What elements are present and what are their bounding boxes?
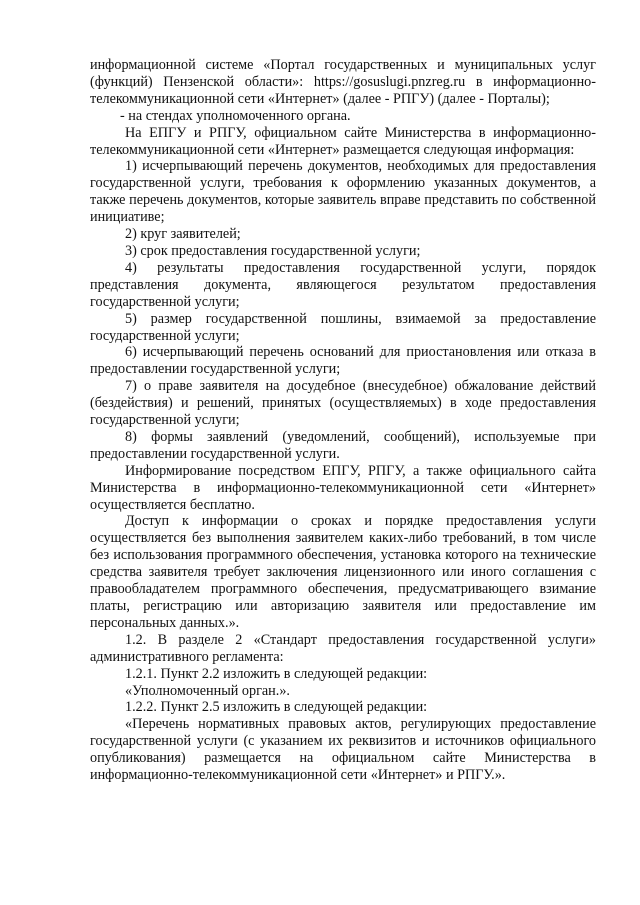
paragraph-free-informing: Информирование посредством ЕПГУ, РПГУ, а также официального сайта Министерства в информационно-телекоммуникационной сети «Интернет» осуществляется бесплатно. xyxy=(90,462,596,513)
paragraph-item-1-2-1: 1.2.1. Пункт 2.2 изложить в следующей редакции: xyxy=(125,665,428,682)
paragraph-info-intro: На ЕПГУ и РПГУ, официальном сайте Министерства в информационно-телекоммуникационной сети «Интернет» размещается следующая информация: xyxy=(90,124,596,158)
paragraph-legal-acts: «Перечень нормативных правовых актов, регулирующих предоставление государственной услуги (с указанием их реквизитов и источников официального опубликования) размещается на официальном сайте Министерства в информационно-телекоммуникационной сети «Интернет» и РПГУ.». xyxy=(90,716,596,784)
list-item-1: 1) исчерпывающий перечень документов, необходимых для предоставления государственной услуги, требования к оформлению указанных документов, а также перечень документов, которые заявитель вправе представить по собственной инициативе; xyxy=(90,158,596,226)
paragraph-portals-continuation: информационной системе «Портал государственных и муниципальных услуг (функций) Пензенской области»: https://gosuslugi.pnzreg.ru в информационно-телекоммуникационной сети «Интернет» (далее - РПГУ) (далее - Порталы); xyxy=(90,57,596,107)
paragraph-item-1-2-2: 1.2.2. Пункт 2.5 изложить в следующей редакции: xyxy=(125,699,428,716)
paragraph-section-2: 1.2. В разделе 2 «Стандарт предоставления государственной услуги» административного регламента: xyxy=(90,631,596,665)
list-item-3: 3) срок предоставления государственной услуги; xyxy=(125,242,421,259)
paragraph-stands: - на стендах уполномоченного органа. xyxy=(120,107,351,124)
list-item-6: 6) исчерпывающий перечень оснований для приостановления или отказа в предоставлении государственной услуги; xyxy=(90,344,596,378)
paragraph-authorized-body: «Уполномоченный орган.». xyxy=(125,682,290,699)
list-item-8: 8) формы заявлений (уведомлений, сообщений), используемые при предоставлении государственной услуги. xyxy=(90,428,596,462)
list-item-5: 5) размер государственной пошлины, взимаемой за предоставление государственной услуги; xyxy=(90,310,596,344)
paragraph-access: Доступ к информации о сроках и порядке предоставления услуги осуществляется без выполнения заявителем каких-либо требований, в том числе без использования программного обеспечения, установка которого на технические средства заявителя требует заключения лицензионного или иного соглашения с правообладателем программного обеспечения, предусматривающего взимание платы, регистрацию или авторизацию заявителя или предоставление им персональных данных.». xyxy=(90,513,596,631)
list-item-2: 2) круг заявителей; xyxy=(125,226,241,243)
list-item-7: 7) о праве заявителя на досудебное (внесудебное) обжалование действий (бездействия) и решений, принятых (осуществляемых) в ходе предоставления государственной услуги; xyxy=(90,378,596,429)
list-item-4: 4) результаты предоставления государственной услуги, порядок представления документа, являющегося результатом предоставления государственной услуги; xyxy=(90,259,596,310)
document-page xyxy=(90,57,596,784)
